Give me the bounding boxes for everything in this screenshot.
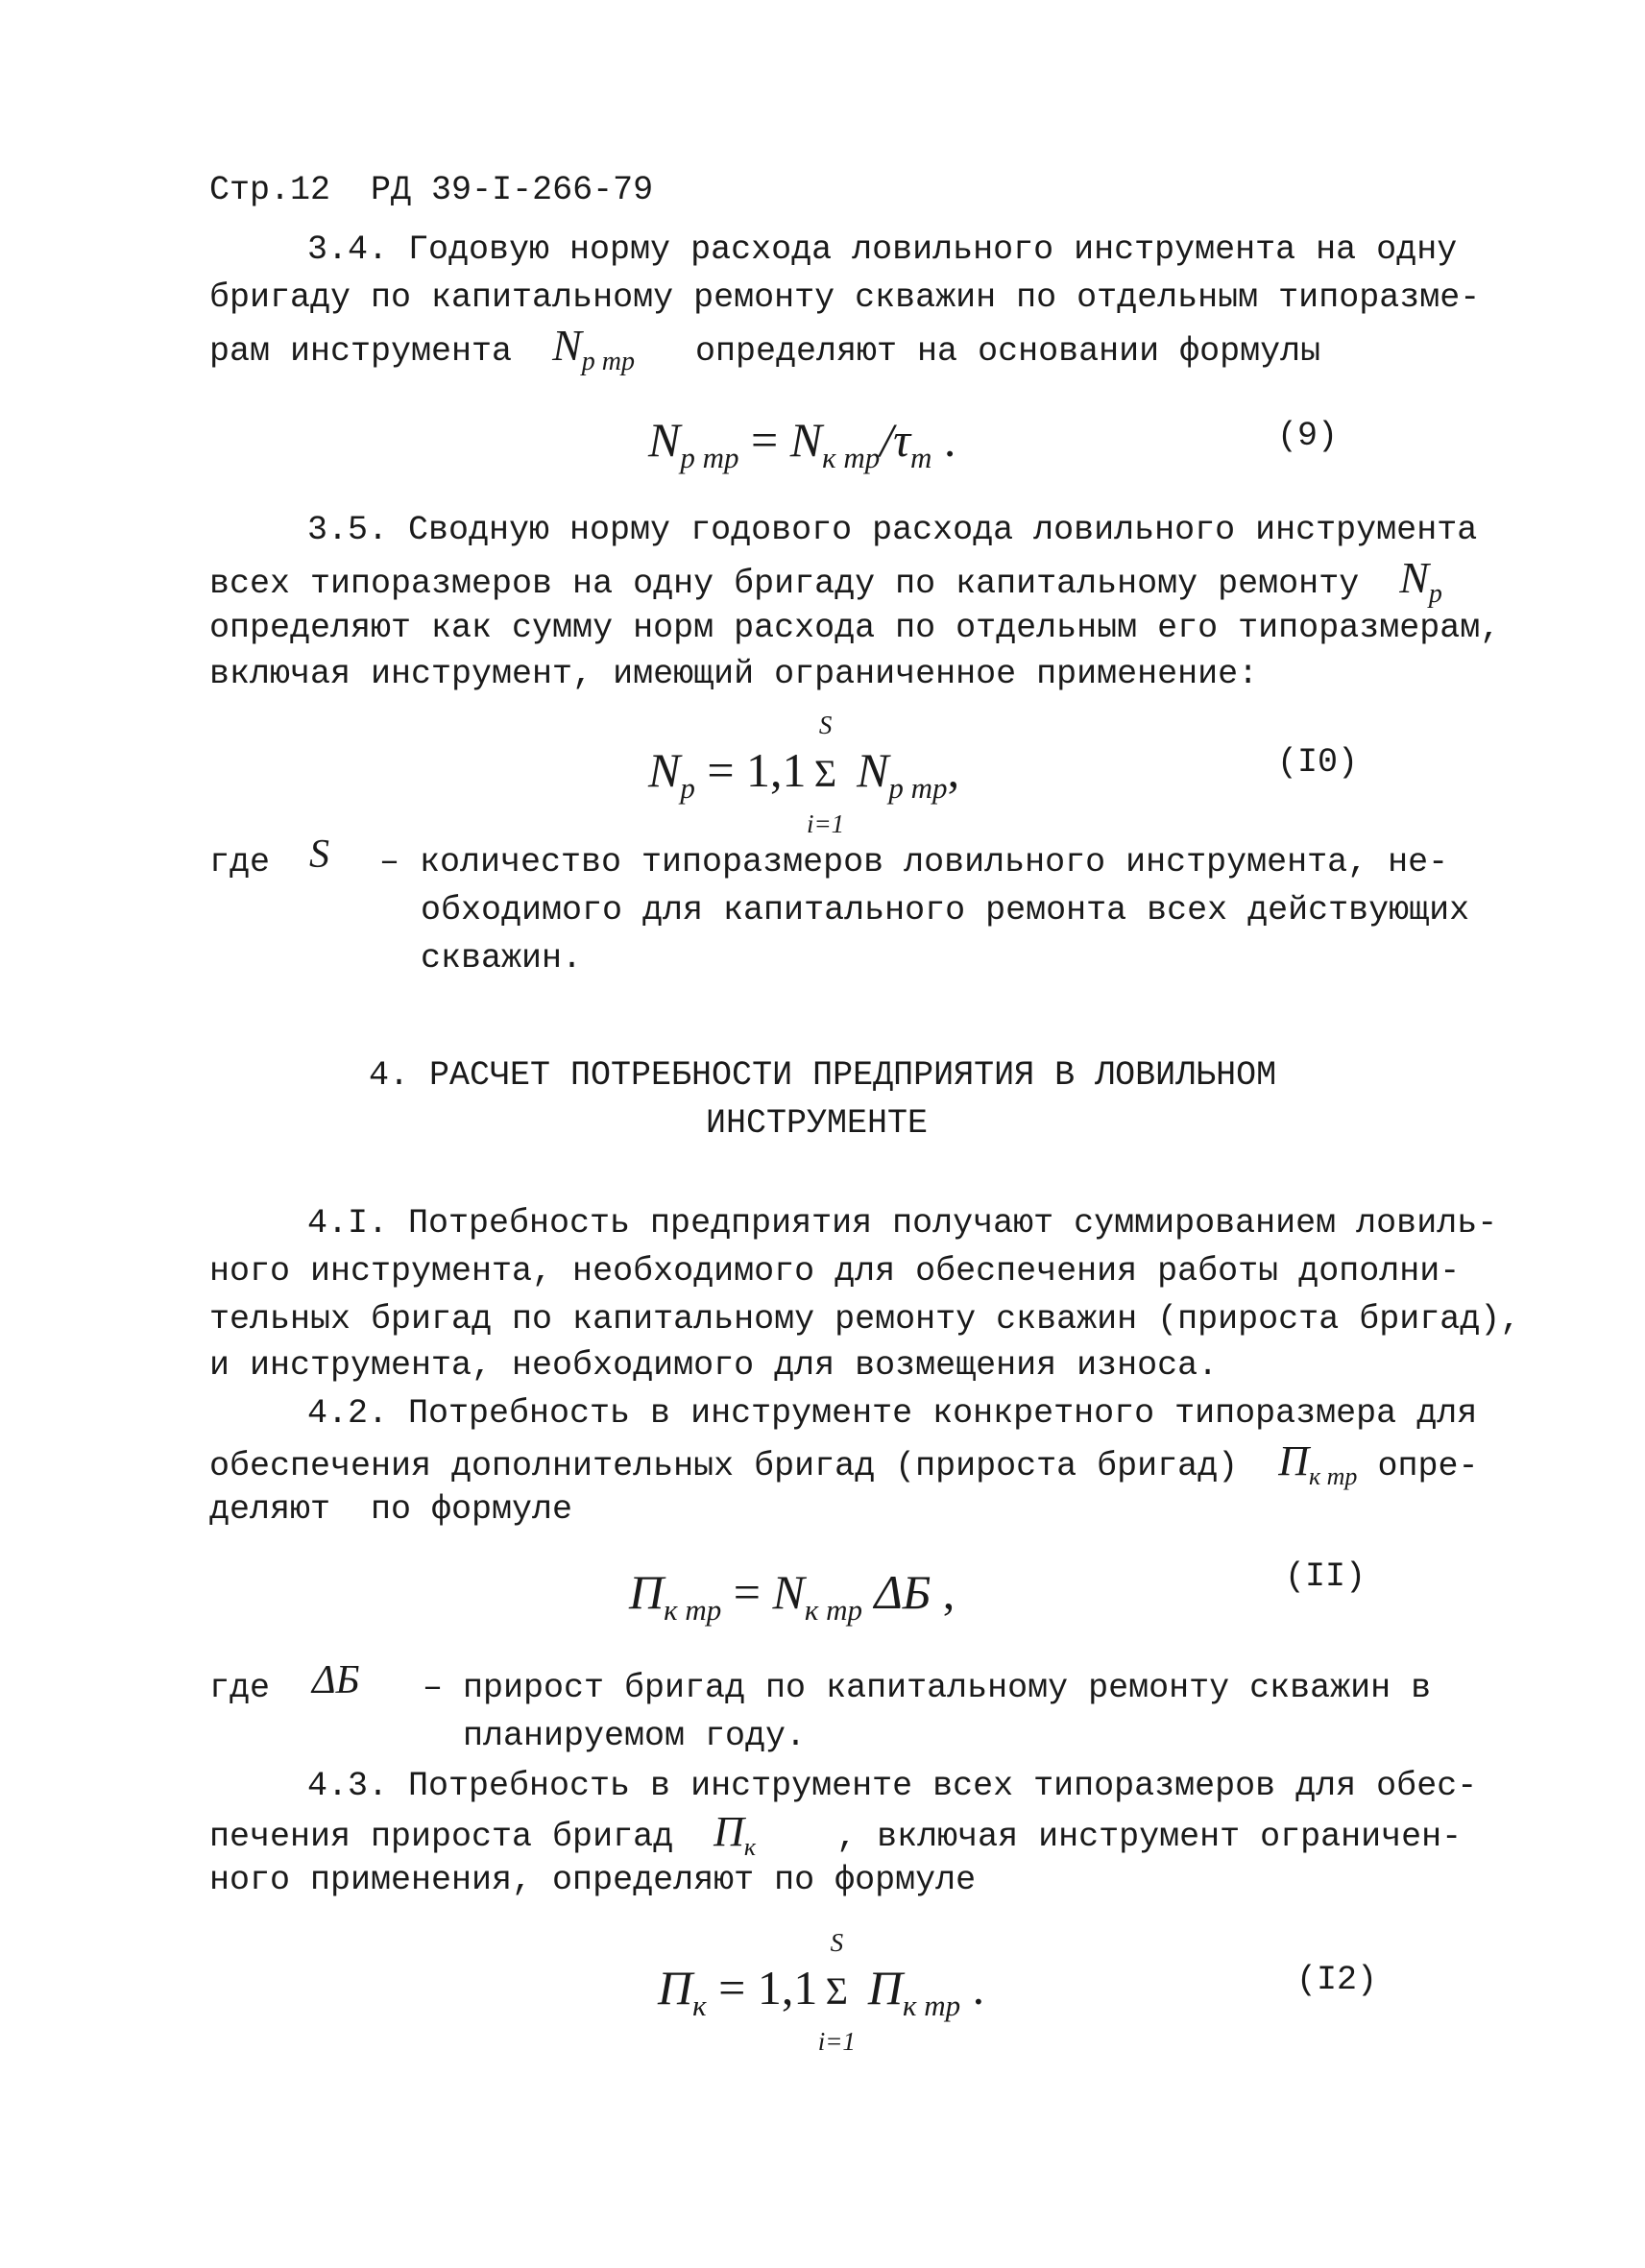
paragraph-3-5-line-4: включая инструмент, имеющий ограниченное применение: (209, 655, 1259, 693)
sum-symbol: S Σ i=1 (806, 711, 845, 838)
var-n-rtr: $N_{р тр}$ (552, 321, 635, 377)
paragraph-3-5-line-2: всех типоразмеров на одну бригаду по капитальному ремонту $N_р$ (209, 553, 1442, 610)
paragraph-4-1-line-2: ного инструмента, необходимого для обеспечения работы дополни- (209, 1252, 1461, 1291)
paragraph-3-4-line-3: рам инструмента $N_{р тр}$ определяют на основании формулы (209, 321, 1321, 377)
definition-delta-b-line-2: планируемом году. (463, 1717, 807, 1755)
where-label-delta-b: где (209, 1669, 271, 1707)
paragraph-3-4-line-2: бригаду по капитальному ремонту скважин по отдельным типоразме- (209, 278, 1481, 317)
formula-9-number: (9) (1277, 417, 1339, 455)
formula-12-number: (I2) (1296, 1961, 1378, 1999)
paragraph-4-2-line-1: 4.2. Потребность в инструменте конкретного типоразмера для (307, 1394, 1478, 1433)
symbol-delta-b: ΔБ (312, 1658, 360, 1702)
symbol-s: S (309, 832, 329, 877)
definition-s-line-1: – количество типоразмеров ловильного инструмента, не- (379, 843, 1449, 881)
section-4-title-line-1: 4. РАСЧЕТ ПОТРЕБНОСТИ ПРЕДПРИЯТИЯ В ЛОВИЛЬНОМ (369, 1056, 1277, 1095)
where-label-s: где (209, 843, 271, 881)
page-header (209, 169, 653, 211)
formula-12: $П_к = 1,1$ S Σ i=1 $П_{к тр}$ . (658, 1928, 985, 2056)
paragraph-4-2-line-2: обеспечения дополнительных бригад (прироста бригад) $П_{к тр}$ опре- (209, 1437, 1479, 1490)
paragraph-4-3-line-1: 4.3. Потребность в инструменте всех типоразмеров для обес- (307, 1767, 1478, 1805)
definition-s-line-2: обходимого для капитального ремонта всех действующих (421, 891, 1470, 929)
definition-delta-b-line-1: – прирост бригад по капитальному ремонту скважин в (423, 1669, 1432, 1707)
section-4-title-line-2: ИНСТРУМЕНТЕ (706, 1104, 929, 1143)
paragraph-4-2-line-3: деляют по формуле (209, 1490, 573, 1529)
var-p-ktr: $П_{к тр}$ (1278, 1437, 1358, 1490)
paragraph-3-5-line-3: определяют как сумму норм расхода по отдельным его типоразмерам, (209, 609, 1501, 647)
paragraph-4-1-line-1: 4.I. Потребность предприятия получают суммированием ловиль- (307, 1204, 1498, 1243)
formula-10: $N_р = 1,1$ S Σ i=1 $N_{р тр}$, (648, 711, 960, 838)
var-n-r: $N_р$ (1399, 553, 1442, 610)
paragraph-4-3-line-2: печения прироста бригад $П_к$ , включая инструмент ограничен- (209, 1808, 1463, 1861)
definition-s-line-3: скважин. (421, 939, 583, 977)
paragraph-3-4-line-1: 3.4. Годовую норму расхода ловильного инструмента на одну (307, 230, 1458, 269)
formula-10-number: (I0) (1277, 743, 1359, 782)
var-p-k: $П_к$ (714, 1808, 757, 1861)
paragraph-4-1-line-4: и инструмента, необходимого для возмещения износа. (209, 1346, 1219, 1385)
formula-9: $N_{р тр} = N_{к тр}/\tau_т$ . (648, 413, 956, 474)
sum-symbol: S Σ i=1 (817, 1928, 856, 2056)
paragraph-4-3-line-3: ного применения, определяют по формуле (209, 1861, 977, 1899)
formula-11: $П_{к тр} = N_{к тр}$ ΔБ , (629, 1565, 956, 1627)
document-code: РД 39-I-266-79 (371, 171, 654, 209)
page-number: Стр.12 (209, 171, 331, 209)
paragraph-4-1-line-3: тельных бригад по капитальному ремонту скважин (прироста бригад), (209, 1300, 1521, 1339)
paragraph-3-5-line-1: 3.5. Сводную норму годового расхода ловильного инструмента (307, 511, 1478, 549)
formula-11-number: (II) (1285, 1557, 1367, 1596)
